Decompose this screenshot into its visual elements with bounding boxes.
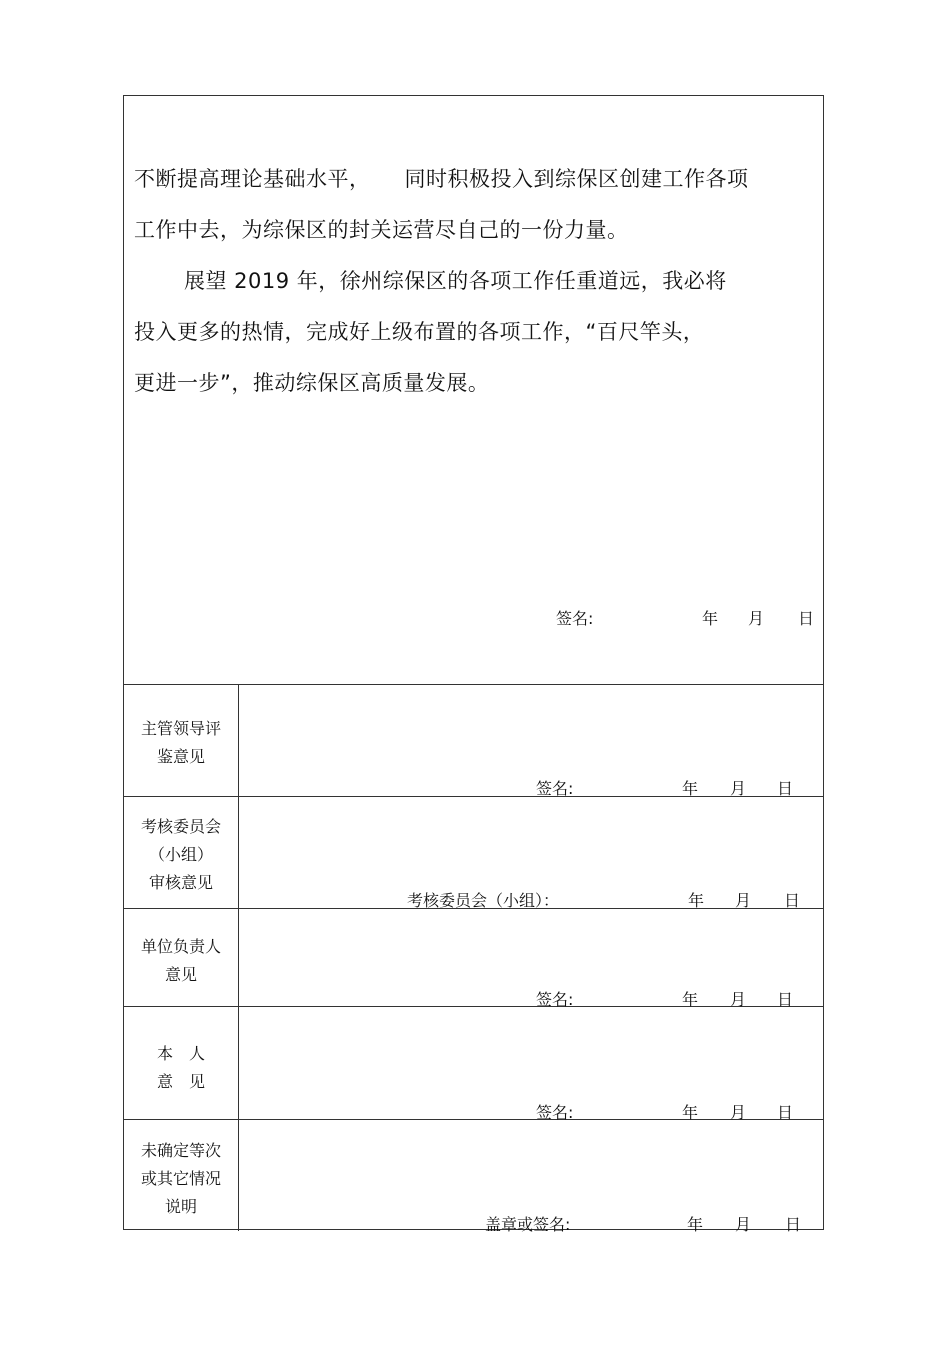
month-label: 月 — [735, 891, 752, 910]
row-label-line: 审核意见 — [148, 873, 213, 892]
row-label-other — [124, 1137, 238, 1221]
year-label: 年 — [687, 1215, 704, 1234]
month-label: 月 — [730, 1103, 747, 1122]
row-label-supervisor — [124, 715, 238, 771]
signature-label: 签名: — [556, 609, 594, 628]
row-label-line: 主管领导评 — [140, 719, 221, 738]
summary-line: 展望 2019 年，徐州综保区的各项工作任重道远，我必将 — [184, 269, 727, 293]
day-label: 日 — [798, 609, 815, 628]
signature-label: 考核委员会（小组）： — [407, 891, 560, 910]
year-label: 年 — [682, 1103, 699, 1122]
row-label-line: 未确定等次 — [140, 1141, 221, 1160]
row-label-line: 意见 — [164, 965, 197, 984]
row-label-committee — [124, 813, 238, 897]
row-divider — [124, 684, 823, 685]
summary-line-part: 不断提高理论基础水平， — [134, 167, 371, 191]
signature-label: 签名: — [536, 990, 574, 1009]
month-label: 月 — [748, 609, 765, 628]
row-label-line: 鉴意见 — [156, 747, 205, 766]
summary-line: 投入更多的热情，完成好上级布置的各项工作，“百尺竿头， — [134, 320, 705, 344]
day-label: 日 — [777, 1103, 794, 1122]
summary-line: 工作中去，为综保区的封关运营尽自己的一份力量。 — [134, 218, 629, 242]
row-label-line: 考核委员会 — [140, 817, 221, 836]
row-label-line: 本 人 — [156, 1044, 205, 1063]
row-label-unit-head — [124, 933, 238, 989]
signature-label: 盖章或签名: — [485, 1215, 571, 1234]
row-label-self — [124, 1040, 238, 1096]
year-label: 年 — [702, 609, 719, 628]
row-label-line: （小组） — [148, 845, 213, 864]
summary-line: 更进一步”，推动综保区高质量发展。 — [134, 371, 490, 395]
year-label: 年 — [682, 779, 699, 798]
appraisal-form — [123, 95, 824, 1234]
day-label: 日 — [784, 891, 801, 910]
signature-label: 签名: — [536, 779, 574, 798]
row-divider — [124, 796, 823, 797]
year-label: 年 — [682, 990, 699, 1009]
row-divider — [124, 1119, 823, 1120]
month-label: 月 — [730, 990, 747, 1009]
row-label-line: 说明 — [164, 1197, 197, 1216]
row-label-line: 或其它情况 — [140, 1169, 221, 1188]
day-label: 日 — [777, 990, 794, 1009]
month-label: 月 — [735, 1215, 752, 1234]
day-label: 日 — [777, 779, 794, 798]
summary-text — [134, 154, 794, 409]
summary-line-part: 同时积极投入到综保区创建工作各项 — [404, 167, 749, 191]
summary-line — [134, 154, 794, 205]
signature-label: 签名: — [536, 1103, 574, 1122]
row-label-line: 单位负责人 — [140, 937, 221, 956]
year-label: 年 — [688, 891, 705, 910]
row-divider — [124, 1006, 823, 1007]
month-label: 月 — [730, 779, 747, 798]
row-label-line: 意 见 — [156, 1072, 205, 1091]
column-divider — [238, 684, 239, 1231]
day-label: 日 — [785, 1215, 802, 1234]
